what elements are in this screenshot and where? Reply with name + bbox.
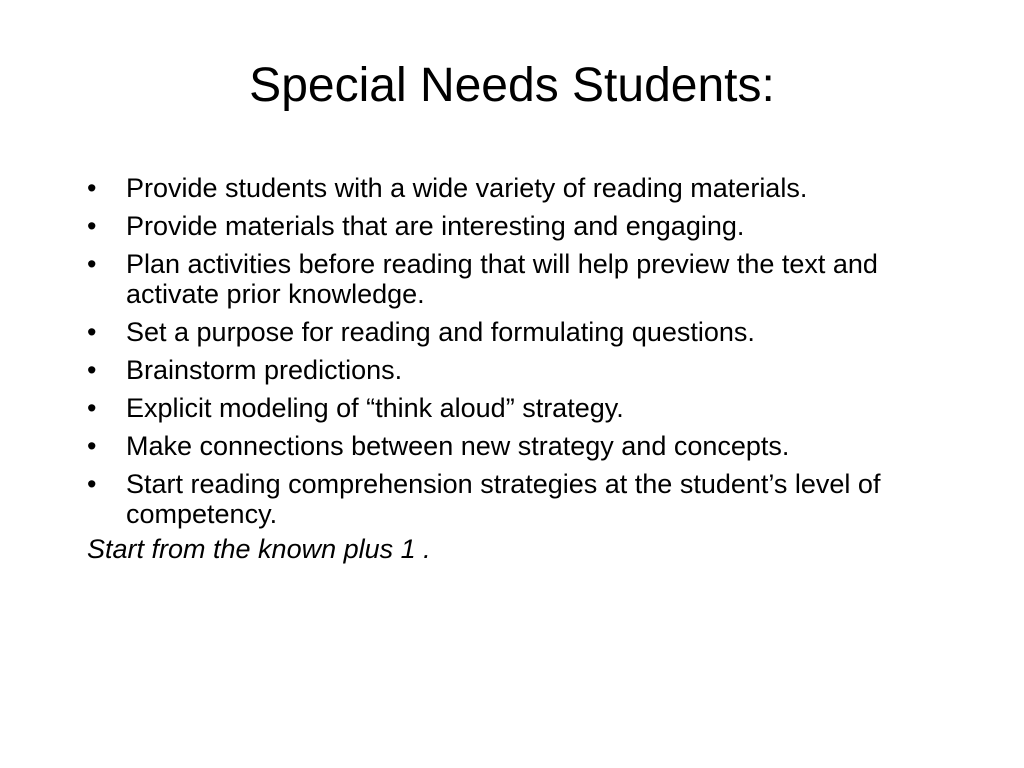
list-item-text: Provide students with a wide variety of reading materials. xyxy=(126,173,808,203)
bullet-marker: • xyxy=(87,317,97,347)
list-item xyxy=(87,317,947,347)
list-item xyxy=(87,249,947,309)
bullet-list xyxy=(87,173,947,537)
list-item xyxy=(87,431,947,461)
bullet-marker: • xyxy=(87,173,97,203)
list-item xyxy=(87,469,947,529)
bullet-marker: • xyxy=(87,469,97,499)
bullet-marker: • xyxy=(87,355,97,385)
list-item-text: Make connections between new strategy and concepts. xyxy=(126,431,790,461)
list-item-text: Set a purpose for reading and formulating questions. xyxy=(126,317,755,347)
list-item xyxy=(87,355,947,385)
bullet-marker: • xyxy=(87,431,97,461)
slide-title: Special Needs Students: xyxy=(249,59,775,112)
closing-note: Start from the known plus 1 . xyxy=(87,534,431,564)
bullet-marker: • xyxy=(87,393,97,423)
list-item-text: Provide materials that are interesting and engaging. xyxy=(126,211,745,241)
list-item-text: Start reading comprehension strategies at the student’s level of competency. xyxy=(126,469,881,529)
list-item xyxy=(87,211,947,241)
list-item xyxy=(87,173,947,203)
bullet-marker: • xyxy=(87,249,97,279)
list-item-text: Plan activities before reading that will help preview the text and activate prior knowledge. xyxy=(126,249,878,309)
list-item-text: Brainstorm predictions. xyxy=(126,355,403,385)
bullet-marker: • xyxy=(87,211,97,241)
list-item xyxy=(87,393,947,423)
list-item-text: Explicit modeling of “think aloud” strategy. xyxy=(126,393,624,423)
